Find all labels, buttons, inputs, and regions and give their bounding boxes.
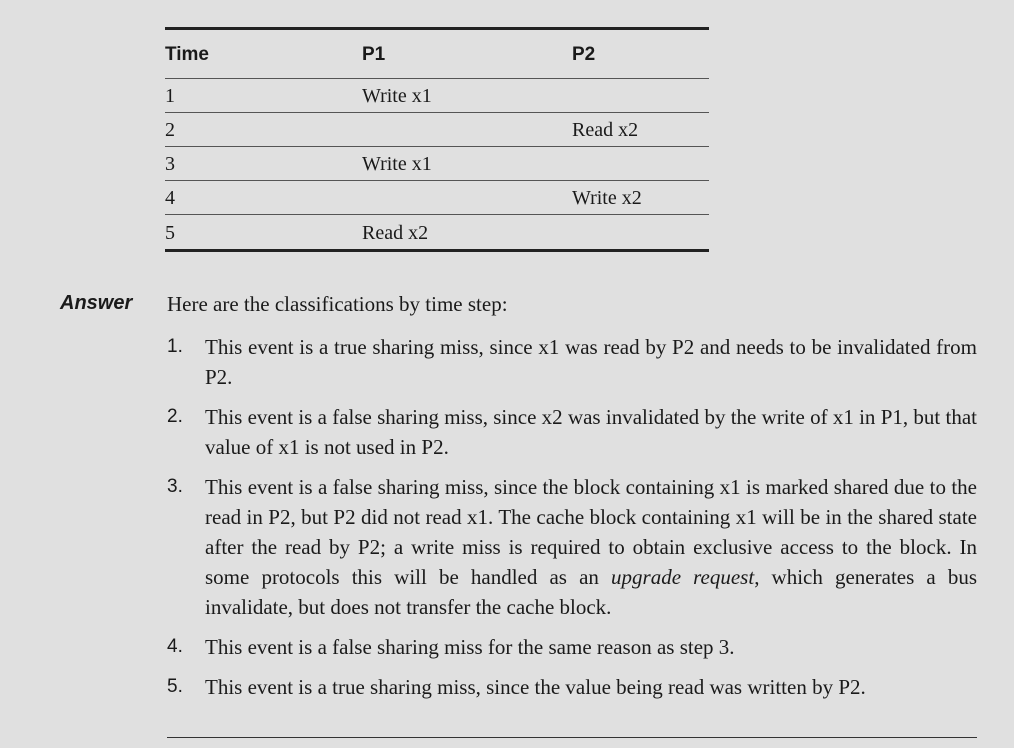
item-number: 3.	[167, 476, 183, 497]
header-time: Time	[165, 44, 210, 65]
cell-p1: Read x2	[362, 221, 429, 244]
table-row	[165, 147, 709, 181]
item-number: 4.	[167, 636, 183, 657]
answer-label: Answer	[60, 292, 133, 314]
list-item	[167, 332, 977, 392]
list-item	[167, 472, 977, 622]
answer-intro: Here are the classifications by time step:	[167, 292, 508, 316]
cell-time: 4	[165, 187, 175, 209]
item-text	[205, 472, 977, 622]
item-text: This event is a false sharing miss for the same reason as step 3.	[205, 635, 735, 659]
list-item	[167, 672, 977, 702]
item-text: This event is a true sharing miss, since x1 was read by P2 and needs to be invalidated from P2.	[205, 335, 977, 389]
cell-time: 1	[165, 85, 175, 107]
item-text-part: , which generates a bus invalidate, but does not transfer the cache block.	[205, 565, 977, 619]
header-p1: P1	[362, 44, 386, 65]
item-number: 5.	[167, 676, 183, 697]
cell-p1: Write x1	[362, 153, 432, 175]
item-number: 1.	[167, 336, 183, 357]
cell-time: 2	[165, 119, 175, 141]
answer-list	[167, 332, 977, 712]
cell-p2: Read x2	[572, 119, 639, 141]
table-row	[165, 215, 709, 249]
bottom-rule	[167, 737, 977, 738]
upgrade-request-term: upgrade request	[611, 565, 755, 589]
item-text-part: This event is a false sharing miss, since the block containing x1 is marked shared due to the read in P2, but P2 did not read x1. The cache block containing x1 will be in the shared state after the read by P2; a write miss is required to obtain exclusive access to the block. In some protocols this will be handled as an	[205, 475, 977, 589]
table-row	[165, 113, 709, 147]
cell-time: 5	[165, 221, 175, 244]
cell-time: 3	[165, 153, 175, 175]
cell-p1: Write x1	[362, 85, 432, 107]
header-p2: P2	[572, 44, 596, 65]
list-item	[167, 632, 977, 662]
cell-p2: Write x2	[572, 187, 642, 209]
access-table	[165, 27, 709, 252]
item-text: This event is a true sharing miss, since the value being read was written by P2.	[205, 675, 866, 699]
table-row	[165, 79, 709, 113]
table-row	[165, 181, 709, 215]
list-item	[167, 402, 977, 462]
table-header-row	[165, 30, 709, 79]
item-text: This event is a false sharing miss, since x2 was invalidated by the write of x1 in P1, but that value of x1 is not used in P2.	[205, 405, 977, 459]
item-number: 2.	[167, 406, 183, 427]
